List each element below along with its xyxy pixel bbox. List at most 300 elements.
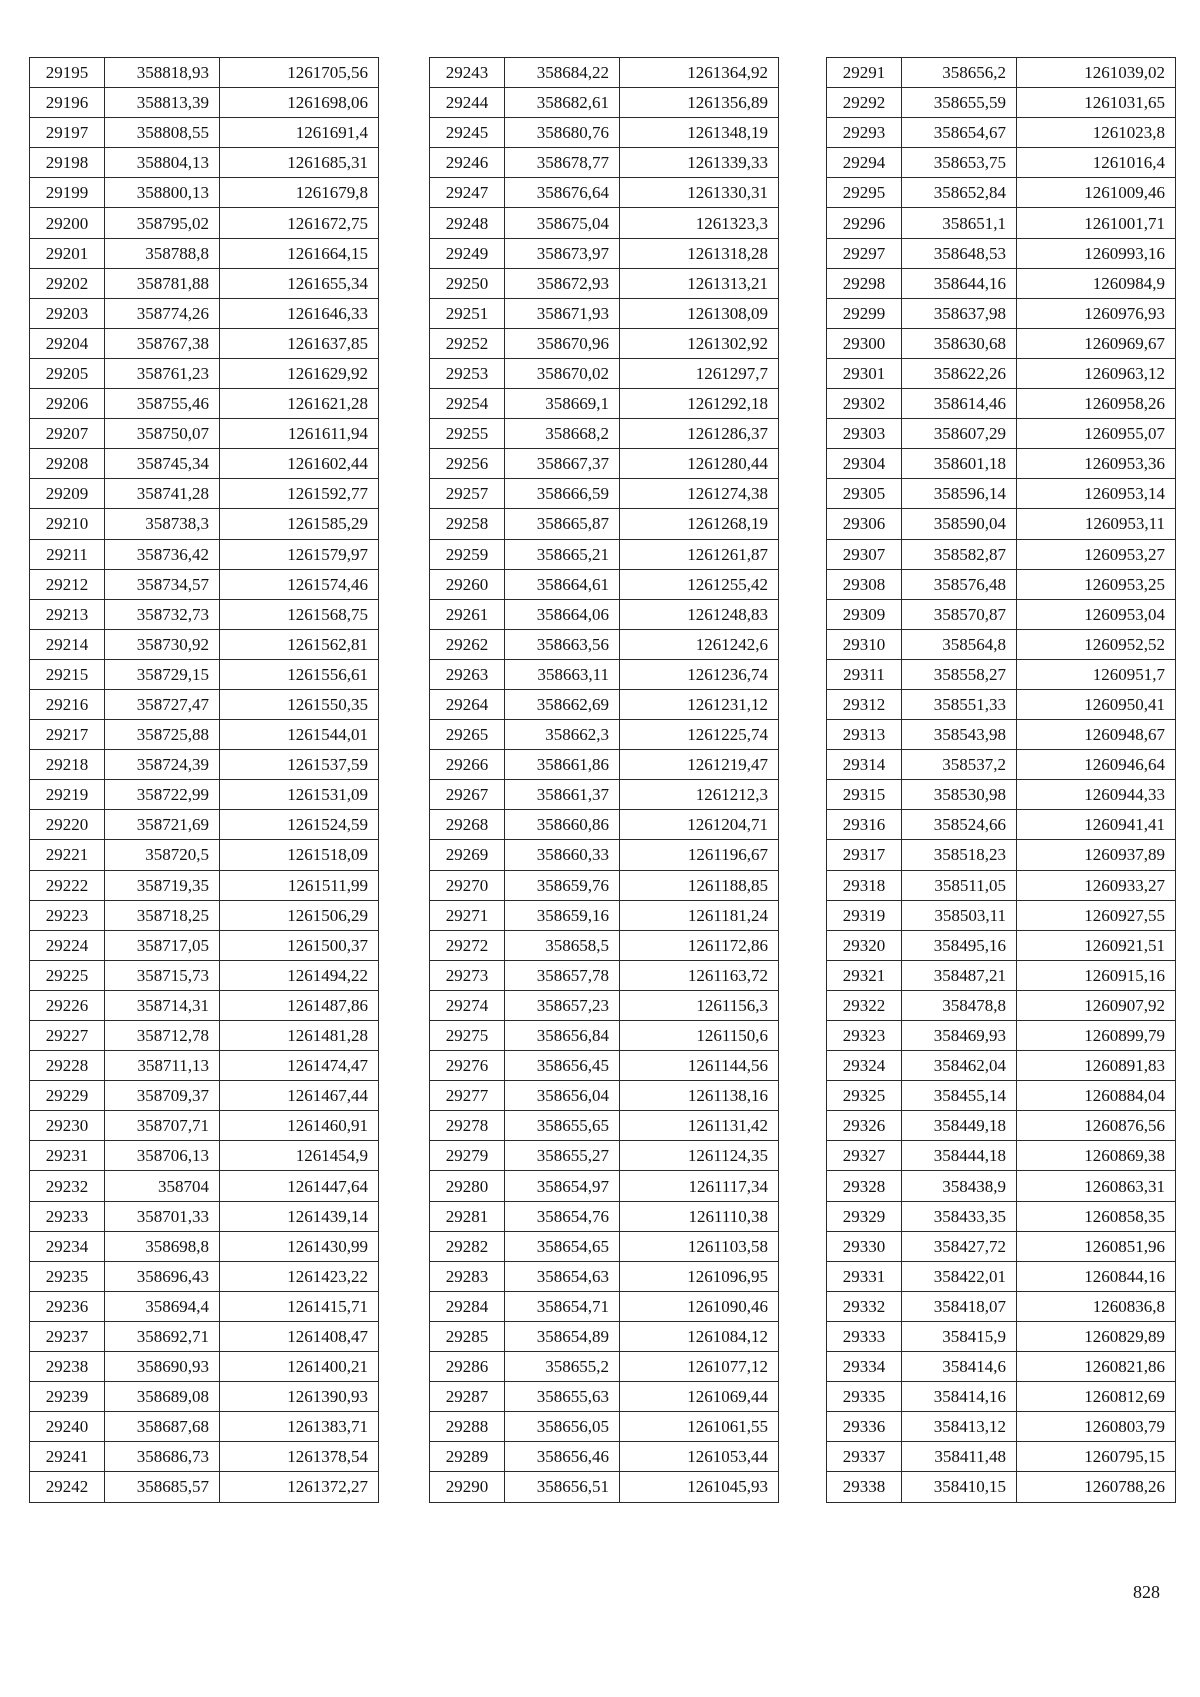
y-coordinate-cell: 1261236,74 [620, 659, 779, 689]
x-coordinate-cell: 358741,28 [105, 479, 220, 509]
point-number-cell: 29269 [430, 840, 505, 870]
x-coordinate-cell: 358727,47 [105, 689, 220, 719]
y-coordinate-cell: 1260944,33 [1017, 780, 1176, 810]
x-coordinate-cell: 358672,93 [505, 268, 620, 298]
x-coordinate-cell: 358686,73 [105, 1442, 220, 1472]
x-coordinate-cell: 358800,13 [105, 178, 220, 208]
point-number-cell: 29333 [827, 1321, 902, 1351]
table-row [30, 1382, 379, 1412]
x-coordinate-cell: 358670,96 [505, 328, 620, 358]
y-coordinate-cell: 1261339,33 [620, 148, 779, 178]
x-coordinate-cell: 358414,6 [902, 1352, 1017, 1382]
point-number-cell: 29314 [827, 750, 902, 780]
table-row [430, 780, 779, 810]
table-row [30, 58, 379, 88]
x-coordinate-cell: 358637,98 [902, 298, 1017, 328]
y-coordinate-cell: 1260952,52 [1017, 629, 1176, 659]
point-number-cell: 29250 [430, 268, 505, 298]
table-row [430, 148, 779, 178]
table-row [430, 479, 779, 509]
y-coordinate-cell: 1261061,55 [620, 1412, 779, 1442]
y-coordinate-cell: 1260948,67 [1017, 720, 1176, 750]
point-number-cell: 29309 [827, 599, 902, 629]
x-coordinate-cell: 358689,08 [105, 1382, 220, 1412]
x-coordinate-cell: 358725,88 [105, 720, 220, 750]
point-number-cell: 29220 [30, 810, 105, 840]
point-number-cell: 29208 [30, 449, 105, 479]
point-number-cell: 29205 [30, 358, 105, 388]
table-row [827, 990, 1176, 1020]
y-coordinate-cell: 1261084,12 [620, 1321, 779, 1351]
table-row [30, 118, 379, 148]
table-row [827, 358, 1176, 388]
table-row [827, 1321, 1176, 1351]
table-row [827, 1111, 1176, 1141]
y-coordinate-cell: 1261242,6 [620, 629, 779, 659]
point-number-cell: 29303 [827, 419, 902, 449]
x-coordinate-cell: 358671,93 [505, 298, 620, 328]
x-coordinate-cell: 358738,3 [105, 509, 220, 539]
y-coordinate-cell: 1261602,44 [220, 449, 379, 479]
y-coordinate-cell: 1260993,16 [1017, 238, 1176, 268]
x-coordinate-cell: 358709,37 [105, 1081, 220, 1111]
x-coordinate-cell: 358654,63 [505, 1261, 620, 1291]
x-coordinate-cell: 358750,07 [105, 419, 220, 449]
point-number-cell: 29200 [30, 208, 105, 238]
y-coordinate-cell: 1261500,37 [220, 930, 379, 960]
coordinate-table-1 [29, 57, 379, 1503]
point-number-cell: 29335 [827, 1382, 902, 1412]
page-number: 828 [1133, 1582, 1160, 1602]
x-coordinate-cell: 358656,51 [505, 1472, 620, 1502]
x-coordinate-cell: 358676,64 [505, 178, 620, 208]
point-number-cell: 29214 [30, 629, 105, 659]
table-row [30, 599, 379, 629]
y-coordinate-cell: 1261579,97 [220, 539, 379, 569]
point-number-cell: 29204 [30, 328, 105, 358]
point-number-cell: 29222 [30, 870, 105, 900]
point-number-cell: 29280 [430, 1171, 505, 1201]
x-coordinate-cell: 358734,57 [105, 569, 220, 599]
x-coordinate-cell: 358715,73 [105, 960, 220, 990]
point-number-cell: 29206 [30, 389, 105, 419]
y-coordinate-cell: 1261117,34 [620, 1171, 779, 1201]
x-coordinate-cell: 358607,29 [902, 419, 1017, 449]
x-coordinate-cell: 358730,92 [105, 629, 220, 659]
table-row [827, 1201, 1176, 1231]
point-number-cell: 29325 [827, 1081, 902, 1111]
point-number-cell: 29292 [827, 88, 902, 118]
y-coordinate-cell: 1261481,28 [220, 1021, 379, 1051]
y-coordinate-cell: 1260927,55 [1017, 900, 1176, 930]
y-coordinate-cell: 1261023,8 [1017, 118, 1176, 148]
x-coordinate-cell: 358729,15 [105, 659, 220, 689]
table-row [430, 840, 779, 870]
x-coordinate-cell: 358655,65 [505, 1111, 620, 1141]
x-coordinate-cell: 358433,35 [902, 1201, 1017, 1231]
y-coordinate-cell: 1261655,34 [220, 268, 379, 298]
point-number-cell: 29225 [30, 960, 105, 990]
x-coordinate-cell: 358717,05 [105, 930, 220, 960]
point-number-cell: 29288 [430, 1412, 505, 1442]
x-coordinate-cell: 358551,33 [902, 689, 1017, 719]
point-number-cell: 29197 [30, 118, 105, 148]
x-coordinate-cell: 358722,99 [105, 780, 220, 810]
point-number-cell: 29313 [827, 720, 902, 750]
y-coordinate-cell: 1261172,86 [620, 930, 779, 960]
x-coordinate-cell: 358704 [105, 1171, 220, 1201]
table-row [430, 1412, 779, 1442]
x-coordinate-cell: 358656,04 [505, 1081, 620, 1111]
x-coordinate-cell: 358714,31 [105, 990, 220, 1020]
y-coordinate-cell: 1261467,44 [220, 1081, 379, 1111]
table-row [827, 148, 1176, 178]
y-coordinate-cell: 1260844,16 [1017, 1261, 1176, 1291]
table-row [827, 118, 1176, 148]
y-coordinate-cell: 1260829,89 [1017, 1321, 1176, 1351]
y-coordinate-cell: 1260953,11 [1017, 509, 1176, 539]
y-coordinate-cell: 1260950,41 [1017, 689, 1176, 719]
table-row [30, 840, 379, 870]
y-coordinate-cell: 1261090,46 [620, 1291, 779, 1321]
y-coordinate-cell: 1260953,25 [1017, 569, 1176, 599]
point-number-cell: 29213 [30, 599, 105, 629]
x-coordinate-cell: 358718,25 [105, 900, 220, 930]
x-coordinate-cell: 358675,04 [505, 208, 620, 238]
table-row [30, 358, 379, 388]
x-coordinate-cell: 358663,56 [505, 629, 620, 659]
point-number-cell: 29322 [827, 990, 902, 1020]
table-row [430, 629, 779, 659]
y-coordinate-cell: 1261150,6 [620, 1021, 779, 1051]
y-coordinate-cell: 1261494,22 [220, 960, 379, 990]
point-number-cell: 29251 [430, 298, 505, 328]
x-coordinate-cell: 358444,18 [902, 1141, 1017, 1171]
y-coordinate-cell: 1261679,8 [220, 178, 379, 208]
x-coordinate-cell: 358495,16 [902, 930, 1017, 960]
point-number-cell: 29294 [827, 148, 902, 178]
point-number-cell: 29290 [430, 1472, 505, 1502]
table-row [430, 750, 779, 780]
point-number-cell: 29216 [30, 689, 105, 719]
y-coordinate-cell: 1261664,15 [220, 238, 379, 268]
y-coordinate-cell: 1261110,38 [620, 1201, 779, 1231]
x-coordinate-cell: 358503,11 [902, 900, 1017, 930]
y-coordinate-cell: 1260951,7 [1017, 659, 1176, 689]
table-row [30, 449, 379, 479]
point-number-cell: 29267 [430, 780, 505, 810]
y-coordinate-cell: 1260958,26 [1017, 389, 1176, 419]
table-row [430, 88, 779, 118]
x-coordinate-cell: 358721,69 [105, 810, 220, 840]
y-coordinate-cell: 1261415,71 [220, 1291, 379, 1321]
table-row [430, 389, 779, 419]
point-number-cell: 29262 [430, 629, 505, 659]
table-row [827, 419, 1176, 449]
table-row [430, 118, 779, 148]
y-coordinate-cell: 1261103,58 [620, 1231, 779, 1261]
y-coordinate-cell: 1261219,47 [620, 750, 779, 780]
table-row [30, 780, 379, 810]
y-coordinate-cell: 1261531,09 [220, 780, 379, 810]
point-number-cell: 29291 [827, 58, 902, 88]
y-coordinate-cell: 1261188,85 [620, 870, 779, 900]
y-coordinate-cell: 1261592,77 [220, 479, 379, 509]
y-coordinate-cell: 1261544,01 [220, 720, 379, 750]
point-number-cell: 29308 [827, 569, 902, 599]
y-coordinate-cell: 1261408,47 [220, 1321, 379, 1351]
y-coordinate-cell: 1260984,9 [1017, 268, 1176, 298]
table-row [430, 1321, 779, 1351]
x-coordinate-cell: 358411,48 [902, 1442, 1017, 1472]
y-coordinate-cell: 1260795,15 [1017, 1442, 1176, 1472]
point-number-cell: 29321 [827, 960, 902, 990]
y-coordinate-cell: 1261323,3 [620, 208, 779, 238]
y-coordinate-cell: 1261691,4 [220, 118, 379, 148]
table-row [430, 689, 779, 719]
x-coordinate-cell: 358719,35 [105, 870, 220, 900]
x-coordinate-cell: 358664,61 [505, 569, 620, 599]
y-coordinate-cell: 1261330,31 [620, 178, 779, 208]
table-row [827, 810, 1176, 840]
point-number-cell: 29334 [827, 1352, 902, 1382]
point-number-cell: 29273 [430, 960, 505, 990]
table-row [30, 1261, 379, 1291]
table-row [827, 599, 1176, 629]
y-coordinate-cell: 1261562,81 [220, 629, 379, 659]
table-row [430, 298, 779, 328]
table-row [430, 1382, 779, 1412]
x-coordinate-cell: 358410,15 [902, 1472, 1017, 1502]
table-row [30, 88, 379, 118]
x-coordinate-cell: 358659,16 [505, 900, 620, 930]
x-coordinate-cell: 358712,78 [105, 1021, 220, 1051]
table-row [430, 539, 779, 569]
point-number-cell: 29304 [827, 449, 902, 479]
table-row [827, 58, 1176, 88]
point-number-cell: 29318 [827, 870, 902, 900]
point-number-cell: 29281 [430, 1201, 505, 1231]
point-number-cell: 29235 [30, 1261, 105, 1291]
table-row [30, 810, 379, 840]
x-coordinate-cell: 358706,13 [105, 1141, 220, 1171]
table-row [30, 389, 379, 419]
y-coordinate-cell: 1261685,31 [220, 148, 379, 178]
point-number-cell: 29268 [430, 810, 505, 840]
point-number-cell: 29300 [827, 328, 902, 358]
table-row [30, 1231, 379, 1261]
table-row [430, 419, 779, 449]
x-coordinate-cell: 358659,76 [505, 870, 620, 900]
table-row [430, 569, 779, 599]
point-number-cell: 29328 [827, 1171, 902, 1201]
table-row [430, 1261, 779, 1291]
x-coordinate-cell: 358774,26 [105, 298, 220, 328]
x-coordinate-cell: 358656,2 [902, 58, 1017, 88]
x-coordinate-cell: 358685,57 [105, 1472, 220, 1502]
x-coordinate-cell: 358732,73 [105, 599, 220, 629]
x-coordinate-cell: 358670,02 [505, 358, 620, 388]
x-coordinate-cell: 358788,8 [105, 238, 220, 268]
x-coordinate-cell: 358692,71 [105, 1321, 220, 1351]
point-number-cell: 29296 [827, 208, 902, 238]
table-row [827, 298, 1176, 328]
table-row [30, 1321, 379, 1351]
table-row [30, 659, 379, 689]
y-coordinate-cell: 1261537,59 [220, 750, 379, 780]
y-coordinate-cell: 1260963,12 [1017, 358, 1176, 388]
table-row [827, 509, 1176, 539]
table-row [30, 1442, 379, 1472]
y-coordinate-cell: 1260788,26 [1017, 1472, 1176, 1502]
x-coordinate-cell: 358666,59 [505, 479, 620, 509]
y-coordinate-cell: 1261430,99 [220, 1231, 379, 1261]
table-row [430, 1442, 779, 1472]
point-number-cell: 29224 [30, 930, 105, 960]
table-row [827, 780, 1176, 810]
table-row [827, 1291, 1176, 1321]
x-coordinate-cell: 358656,46 [505, 1442, 620, 1472]
point-number-cell: 29243 [430, 58, 505, 88]
table-row [430, 990, 779, 1020]
point-number-cell: 29270 [430, 870, 505, 900]
point-number-cell: 29307 [827, 539, 902, 569]
point-number-cell: 29306 [827, 509, 902, 539]
point-number-cell: 29226 [30, 990, 105, 1020]
point-number-cell: 29218 [30, 750, 105, 780]
y-coordinate-cell: 1261138,16 [620, 1081, 779, 1111]
x-coordinate-cell: 358736,42 [105, 539, 220, 569]
y-coordinate-cell: 1261646,33 [220, 298, 379, 328]
x-coordinate-cell: 358687,68 [105, 1412, 220, 1442]
x-coordinate-cell: 358755,46 [105, 389, 220, 419]
x-coordinate-cell: 358767,38 [105, 328, 220, 358]
y-coordinate-cell: 1260953,27 [1017, 539, 1176, 569]
y-coordinate-cell: 1261447,64 [220, 1171, 379, 1201]
y-coordinate-cell: 1260869,38 [1017, 1141, 1176, 1171]
x-coordinate-cell: 358427,72 [902, 1231, 1017, 1261]
x-coordinate-cell: 358655,63 [505, 1382, 620, 1412]
y-coordinate-cell: 1261212,3 [620, 780, 779, 810]
point-number-cell: 29295 [827, 178, 902, 208]
point-number-cell: 29230 [30, 1111, 105, 1141]
y-coordinate-cell: 1260821,86 [1017, 1352, 1176, 1382]
y-coordinate-cell: 1261423,22 [220, 1261, 379, 1291]
y-coordinate-cell: 1260884,04 [1017, 1081, 1176, 1111]
y-coordinate-cell: 1260876,56 [1017, 1111, 1176, 1141]
y-coordinate-cell: 1261313,21 [620, 268, 779, 298]
x-coordinate-cell: 358651,1 [902, 208, 1017, 238]
table-row [827, 268, 1176, 298]
x-coordinate-cell: 358813,39 [105, 88, 220, 118]
x-coordinate-cell: 358680,76 [505, 118, 620, 148]
y-coordinate-cell: 1261439,14 [220, 1201, 379, 1231]
y-coordinate-cell: 1260953,04 [1017, 599, 1176, 629]
y-coordinate-cell: 1260915,16 [1017, 960, 1176, 990]
y-coordinate-cell: 1261144,56 [620, 1051, 779, 1081]
table-row [827, 178, 1176, 208]
x-coordinate-cell: 358576,48 [902, 569, 1017, 599]
x-coordinate-cell: 358661,86 [505, 750, 620, 780]
x-coordinate-cell: 358601,18 [902, 449, 1017, 479]
table-row [430, 208, 779, 238]
point-number-cell: 29229 [30, 1081, 105, 1111]
x-coordinate-cell: 358662,3 [505, 720, 620, 750]
x-coordinate-cell: 358665,87 [505, 509, 620, 539]
table-row [430, 358, 779, 388]
table-row [827, 1021, 1176, 1051]
x-coordinate-cell: 358414,16 [902, 1382, 1017, 1412]
point-number-cell: 29210 [30, 509, 105, 539]
table-row [30, 178, 379, 208]
y-coordinate-cell: 1261705,56 [220, 58, 379, 88]
y-coordinate-cell: 1260907,92 [1017, 990, 1176, 1020]
y-coordinate-cell: 1260933,27 [1017, 870, 1176, 900]
point-number-cell: 29215 [30, 659, 105, 689]
x-coordinate-cell: 358654,67 [902, 118, 1017, 148]
table-row [827, 1141, 1176, 1171]
x-coordinate-cell: 358413,12 [902, 1412, 1017, 1442]
x-coordinate-cell: 358543,98 [902, 720, 1017, 750]
x-coordinate-cell: 358657,78 [505, 960, 620, 990]
point-number-cell: 29234 [30, 1231, 105, 1261]
table-row [827, 689, 1176, 719]
point-number-cell: 29277 [430, 1081, 505, 1111]
table-row [30, 208, 379, 238]
point-number-cell: 29286 [430, 1352, 505, 1382]
table-row [430, 1231, 779, 1261]
x-coordinate-cell: 358518,23 [902, 840, 1017, 870]
x-coordinate-cell: 358449,18 [902, 1111, 1017, 1141]
x-coordinate-cell: 358663,11 [505, 659, 620, 689]
coordinate-table-3 [826, 57, 1176, 1503]
y-coordinate-cell: 1260921,51 [1017, 930, 1176, 960]
table-row [430, 1141, 779, 1171]
y-coordinate-cell: 1260812,69 [1017, 1382, 1176, 1412]
point-number-cell: 29275 [430, 1021, 505, 1051]
point-number-cell: 29237 [30, 1321, 105, 1351]
point-number-cell: 29260 [430, 569, 505, 599]
x-coordinate-cell: 358661,37 [505, 780, 620, 810]
y-coordinate-cell: 1260851,96 [1017, 1231, 1176, 1261]
table-row [30, 1201, 379, 1231]
table-row [30, 509, 379, 539]
table-row [30, 1051, 379, 1081]
point-number-cell: 29266 [430, 750, 505, 780]
point-number-cell: 29332 [827, 1291, 902, 1321]
point-number-cell: 29246 [430, 148, 505, 178]
point-number-cell: 29326 [827, 1111, 902, 1141]
point-number-cell: 29221 [30, 840, 105, 870]
x-coordinate-cell: 358570,87 [902, 599, 1017, 629]
x-coordinate-cell: 358682,61 [505, 88, 620, 118]
x-coordinate-cell: 358684,22 [505, 58, 620, 88]
point-number-cell: 29319 [827, 900, 902, 930]
point-number-cell: 29312 [827, 689, 902, 719]
table-row [827, 328, 1176, 358]
x-coordinate-cell: 358668,2 [505, 419, 620, 449]
table-row [430, 58, 779, 88]
x-coordinate-cell: 358530,98 [902, 780, 1017, 810]
point-number-cell: 29330 [827, 1231, 902, 1261]
x-coordinate-cell: 358654,76 [505, 1201, 620, 1231]
table-row [430, 1021, 779, 1051]
point-number-cell: 29259 [430, 539, 505, 569]
point-number-cell: 29299 [827, 298, 902, 328]
table-row [30, 750, 379, 780]
table-row [827, 208, 1176, 238]
point-number-cell: 29248 [430, 208, 505, 238]
